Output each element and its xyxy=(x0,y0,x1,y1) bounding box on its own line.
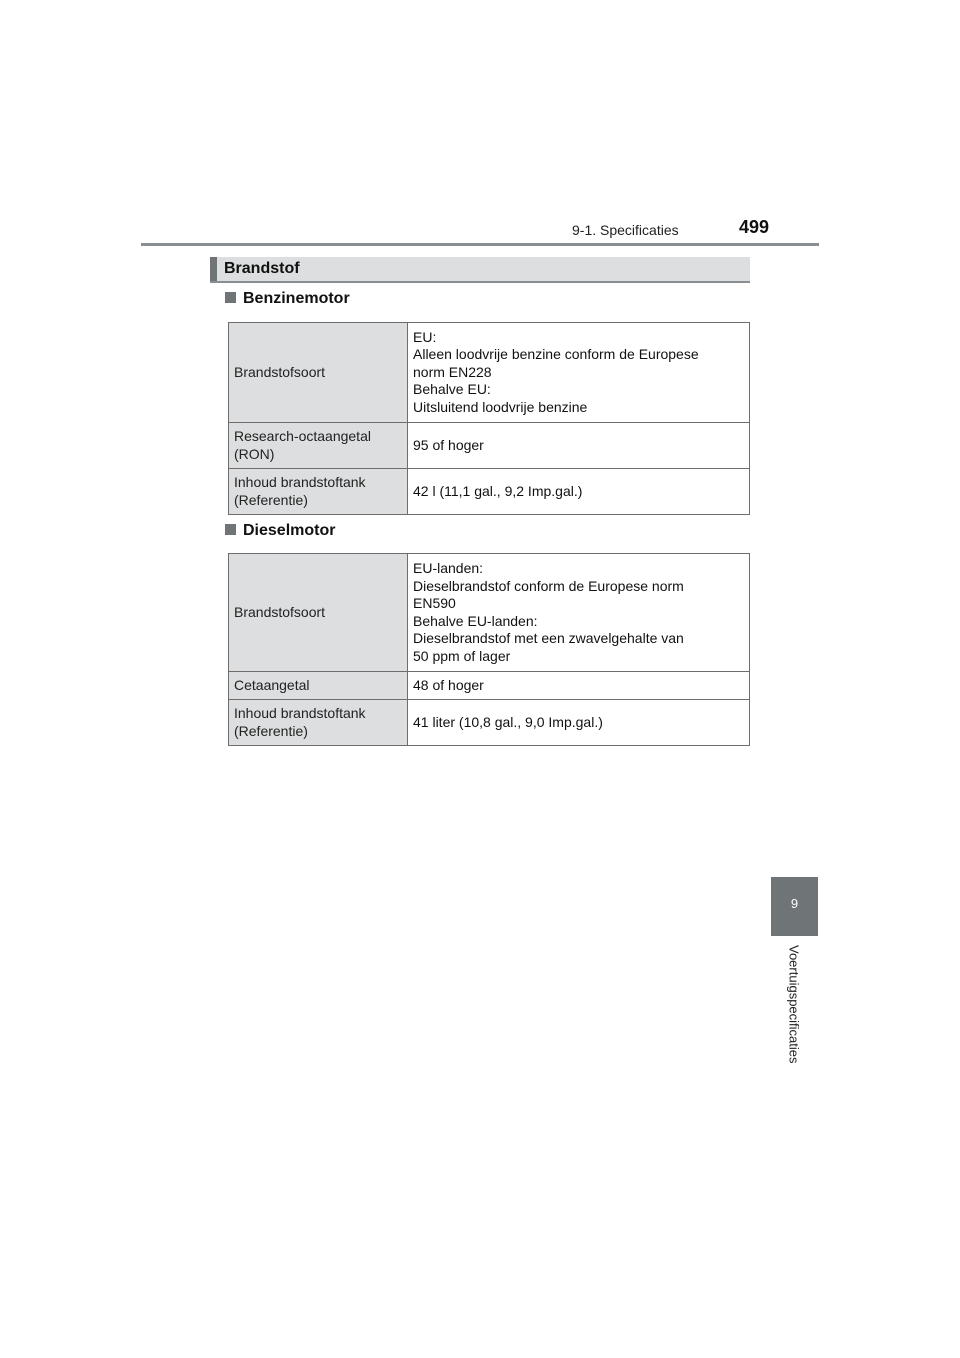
value-line: EN590 xyxy=(413,595,456,611)
diesel-spec-table xyxy=(228,553,750,746)
row-value xyxy=(408,700,750,746)
label-line: Research-octaangetal xyxy=(234,428,371,444)
table-row xyxy=(229,423,750,469)
section-title-bar xyxy=(210,257,217,281)
row-value xyxy=(408,323,750,423)
row-value xyxy=(408,554,750,672)
row-label xyxy=(229,554,408,672)
value-line: EU-landen: xyxy=(413,560,484,576)
value-line: EU: xyxy=(413,328,437,345)
value-line: 50 ppm of lager xyxy=(413,647,511,664)
value-line: 41 liter (10,8 gal., 9,0 Imp.gal.) xyxy=(413,713,603,730)
value-line: 48 of hoger xyxy=(413,676,484,693)
section-title: Brandstof xyxy=(224,260,300,277)
chapter-side-label xyxy=(779,945,809,1080)
label-line: Inhoud brandstoftank xyxy=(234,474,366,490)
petrol-heading-text: Benzinemotor xyxy=(243,290,350,307)
label-line: Cetaangetal xyxy=(234,676,310,693)
header-rule xyxy=(141,243,819,246)
table-row xyxy=(229,554,750,672)
table-row xyxy=(229,469,750,515)
label-line: (Referentie) xyxy=(234,722,308,739)
petrol-heading xyxy=(225,290,350,308)
value-line: Dieselbrandstof conform de Europese norm xyxy=(413,577,684,594)
label-line: Brandstofsoort xyxy=(234,363,326,380)
label-line: Brandstofsoort xyxy=(234,603,326,620)
value-line: Behalve EU-landen: xyxy=(413,612,538,629)
value-line: norm EN228 xyxy=(413,363,492,380)
row-value xyxy=(408,423,750,469)
chapter-side-label-text: Voertuigspecificaties xyxy=(786,945,802,1064)
value-line: Dieselbrandstof met een zwavelgehalte van xyxy=(413,630,684,646)
table-row xyxy=(229,672,750,700)
chapter-number: 9 xyxy=(790,896,799,911)
label-line: Inhoud brandstoftank xyxy=(234,705,366,721)
row-label xyxy=(229,423,408,469)
value-line: Uitsluitend loodvrije benzine xyxy=(413,398,588,415)
table-row xyxy=(229,323,750,423)
value-line: 42 l (11,1 gal., 9,2 Imp.gal.) xyxy=(413,482,583,499)
value-line: Alleen loodvrije benzine conform de Europese xyxy=(413,346,699,363)
row-label xyxy=(229,469,408,515)
diesel-heading xyxy=(225,522,335,540)
page-header-section: 9-1. Specificaties xyxy=(572,222,679,238)
row-label xyxy=(229,672,408,700)
square-bullet-icon xyxy=(225,524,236,535)
page-number: 499 xyxy=(739,217,770,237)
petrol-spec-table xyxy=(228,322,750,515)
square-bullet-icon xyxy=(225,292,236,303)
value-line: 95 of hoger xyxy=(413,436,484,453)
row-label xyxy=(229,323,408,423)
row-label xyxy=(229,700,408,746)
label-line: (RON) xyxy=(234,445,275,462)
diesel-heading-text: Dieselmotor xyxy=(243,522,336,539)
table-row xyxy=(229,700,750,746)
row-value xyxy=(408,672,750,700)
row-value xyxy=(408,469,750,515)
label-line: (Referentie) xyxy=(234,491,308,508)
section-title-band xyxy=(210,257,750,283)
value-line: Behalve EU: xyxy=(413,381,491,398)
chapter-tab xyxy=(771,877,818,936)
